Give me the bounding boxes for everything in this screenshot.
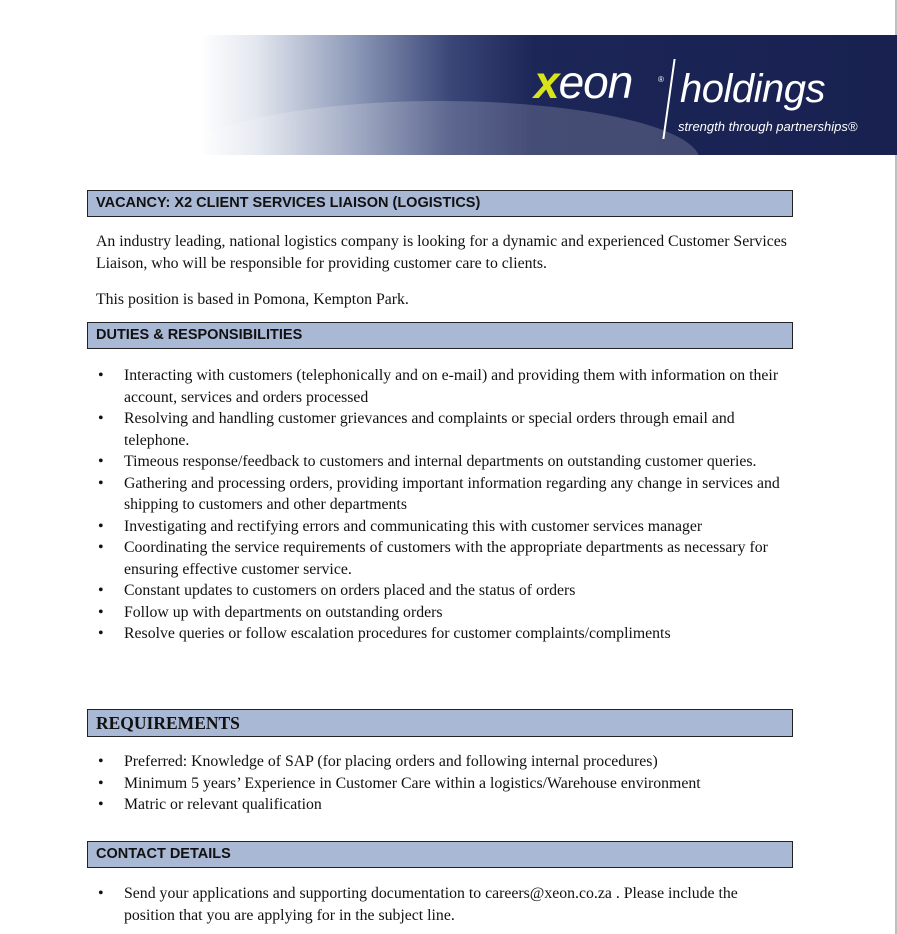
list-item: • Investigating and rectifying errors and communicating this with customer services manager — [96, 516, 786, 538]
list-item: • Interacting with customers (telephonically and on e-mail) and providing them with information on their account, services and orders processed — [96, 365, 786, 408]
xeon-logo — [534, 56, 633, 108]
vacancy-location: This position is based in Pomona, Kempton Park. — [96, 291, 409, 308]
list-item: • Resolving and handling customer grievances and complaints or special orders through email and telephone. — [96, 408, 786, 451]
list-item: • Follow up with departments on outstanding orders — [96, 602, 786, 624]
list-item: • Timeous response/feedback to customers and internal departments on outstanding customer queries. — [96, 451, 786, 473]
header-banner — [200, 35, 897, 155]
list-item: • Send your applications and supporting documentation to careers@xeon.co.za . Please include the position that you are applying for in the subject line. — [96, 883, 786, 926]
logo-eon-letters: eon — [558, 56, 633, 108]
vacancy-title-bar: VACANCY: X2 CLIENT SERVICES LIAISON (LOGISTICS) — [87, 190, 793, 217]
list-item: • Matric or relevant qualification — [96, 794, 786, 816]
logo-x-letter: x — [534, 56, 559, 108]
list-item: • Constant updates to customers on orders placed and the status of orders — [96, 580, 786, 602]
logo-divider — [662, 59, 675, 139]
logo-registered-mark: ® — [658, 75, 664, 84]
duties-heading-bar: DUTIES & RESPONSIBILITIES — [87, 322, 793, 349]
banner-swoosh — [200, 101, 700, 155]
list-item: • Minimum 5 years’ Experience in Customer Care within a logistics/Warehouse environment — [96, 773, 786, 795]
duties-list — [96, 365, 786, 645]
list-item: • Coordinating the service requirements of customers with the appropriate departments as necessary for ensuring effective customer service. — [96, 537, 786, 580]
vacancy-intro: An industry leading, national logistics company is looking for a dynamic and experienced Customer Services Liaison, who will be responsible for providing customer care to clients. — [96, 233, 787, 272]
requirements-list — [96, 751, 786, 816]
contact-list — [96, 883, 786, 926]
logo-tagline: strength through partnerships® — [678, 119, 858, 134]
list-item: • Gathering and processing orders, providing important information regarding any change in services and shipping to customers and other departments — [96, 473, 786, 516]
contact-heading-bar: CONTACT DETAILS — [87, 841, 793, 868]
list-item: • Preferred: Knowledge of SAP (for placing orders and following internal procedures) — [96, 751, 786, 773]
logo-holdings: holdings — [680, 67, 826, 111]
list-item: • Resolve queries or follow escalation procedures for customer complaints/compliments — [96, 623, 786, 645]
requirements-heading-bar: REQUIREMENTS — [87, 709, 793, 737]
